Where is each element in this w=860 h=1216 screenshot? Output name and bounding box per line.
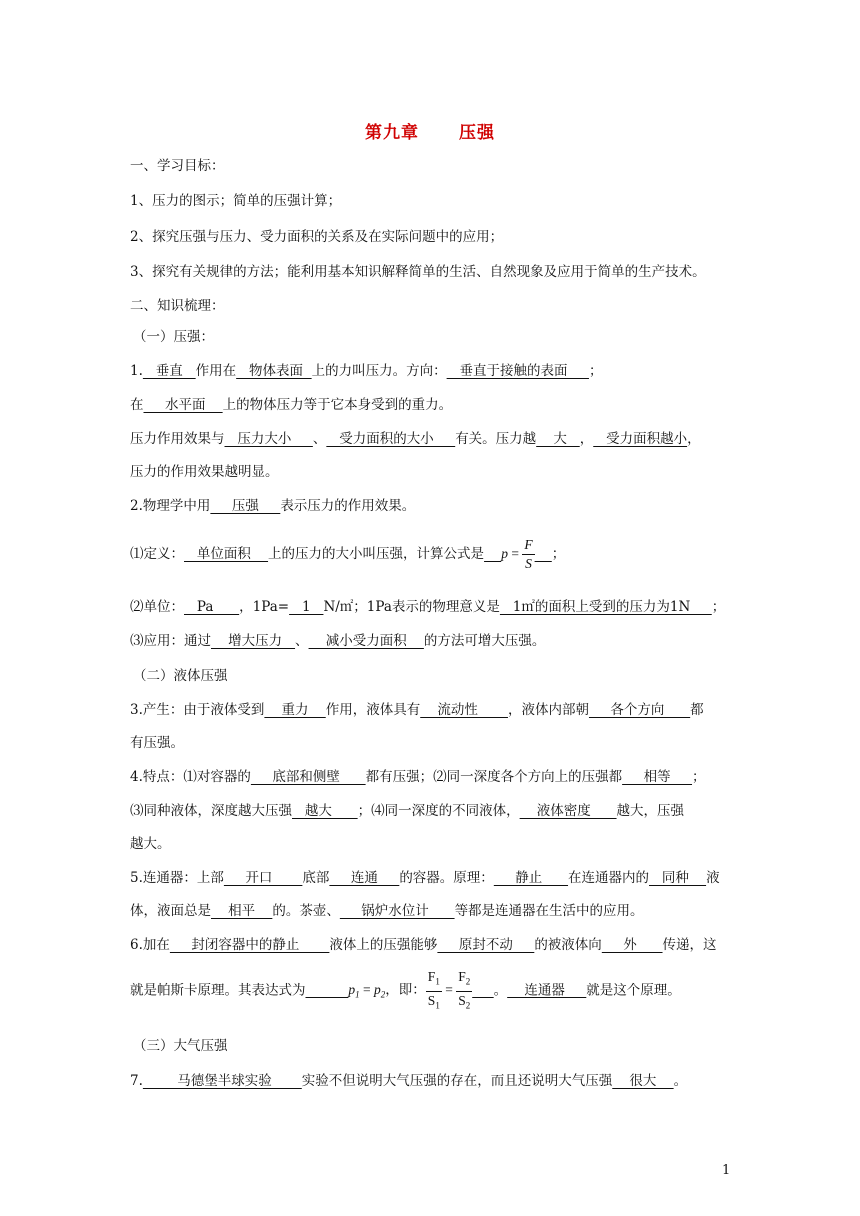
objective-1: 1、压力的图示；简单的压强计算；	[130, 193, 342, 209]
item-5-line	[130, 868, 730, 888]
text-segment: 有关。压力越	[455, 431, 537, 447]
unit-line	[130, 597, 730, 617]
text-segment: =	[507, 546, 523, 561]
blank: 1㎡的面积上受到的压力为1N	[499, 599, 712, 615]
text-segment: 2.物理学中用	[130, 498, 211, 514]
blank: 锅炉水位计	[339, 903, 455, 919]
text-segment: 的方法可增大压强。	[423, 633, 546, 649]
text-segment: 传递，这	[662, 937, 717, 953]
text-segment: 1	[435, 1000, 440, 1011]
blank: 减小受力面积	[308, 633, 424, 649]
text-segment: 就是这个原理。	[586, 982, 681, 999]
blank: 压力大小	[224, 431, 313, 447]
item-7-line	[130, 1071, 730, 1091]
text-segment: 2	[380, 989, 386, 1000]
blank: 流动性	[420, 702, 508, 718]
text-segment: N/㎡；1Pa表示的物理意义是	[323, 599, 500, 615]
blank: 很大	[612, 1073, 674, 1089]
text-segment: 都	[690, 702, 704, 718]
text-segment: 液	[706, 870, 720, 886]
blank: 同种	[649, 870, 707, 886]
pressure-effect-line	[130, 429, 730, 449]
text-segment: S	[427, 992, 436, 1008]
pascal-formula: $p_1 = p_2$，即： $\frac{F_1}{S_1}$ = $\frac{F_2}{S_2}$	[348, 969, 471, 1011]
page-number: 1	[722, 1163, 731, 1178]
blank: 受力面积的大小	[326, 431, 456, 447]
blank: 外	[601, 937, 663, 953]
text-segment: 1.	[130, 363, 143, 379]
blank: 原封不动	[437, 937, 535, 953]
blank: 封闭容器中的静止	[169, 937, 330, 953]
chapter-number: 第九章	[365, 123, 419, 143]
text-segment: 表示压力的作用效果。	[280, 498, 416, 514]
text-segment: 2	[465, 1000, 471, 1011]
item-1-line-2	[130, 395, 730, 415]
blank: 底部和侧壁	[250, 769, 366, 785]
text-segment: 都有压强；⑵同一深度各个方向上的压强都	[365, 769, 623, 785]
application-line	[130, 631, 730, 651]
blank: 受力面积越小	[593, 431, 688, 447]
item-4-line-2	[130, 801, 730, 821]
text-segment: 等都是连通器在生活中的应用。	[454, 903, 644, 919]
text-segment: 。	[493, 982, 508, 999]
text-segment: 作用，液体具有	[325, 702, 421, 718]
text-segment: p	[374, 982, 381, 998]
section-atmosphere-header: （三）大气压强	[133, 1038, 228, 1054]
item-5-line-2	[130, 901, 730, 921]
text-segment: F	[458, 969, 466, 984]
text-segment: 。	[673, 1073, 688, 1089]
text-segment: 压力作用效果与	[130, 431, 225, 447]
objective-3: 3、探究有关规律的方法；能利用基本知识解释简单的生活、自然现象及应用于简单的生产技术。	[130, 264, 706, 280]
knowledge-header: 二、知识梳理：	[130, 298, 225, 314]
blank: 增大压力	[211, 633, 296, 649]
page-title	[0, 118, 860, 143]
text-segment: F	[522, 536, 534, 555]
text-segment: 的容器。原理：	[399, 870, 494, 886]
pressure-effect-line-2: 压力的作用效果越明显。	[130, 464, 279, 480]
text-segment: =	[359, 982, 375, 998]
text-segment: S	[458, 992, 466, 1008]
text-segment: F	[427, 969, 436, 984]
blank: Pa	[184, 599, 240, 615]
text-segment: 在连通器内的	[568, 870, 650, 886]
text-segment: p	[348, 982, 356, 998]
text-segment: ，	[579, 431, 594, 447]
text-segment: ；	[711, 599, 726, 615]
text-segment: 1	[435, 976, 440, 987]
text-segment: ；	[551, 546, 566, 562]
blank: 1	[289, 599, 324, 615]
blank: 静止	[493, 870, 569, 886]
blank: 越大	[292, 803, 358, 819]
text-segment: 3.产生：由于液体受到	[130, 702, 265, 718]
text-segment: 5.连通器：上部	[130, 870, 224, 886]
text-segment: ，	[687, 431, 701, 447]
pascal-line	[130, 968, 730, 1017]
blank: 大	[536, 431, 580, 447]
section-pressure-header: （一）压强：	[133, 329, 214, 345]
item-6-line	[130, 935, 730, 955]
text-segment: ；	[692, 769, 706, 785]
text-segment: 在	[130, 397, 144, 413]
text-segment: 底部	[302, 870, 330, 886]
blank: 垂直	[142, 363, 196, 379]
text-segment: ⑴定义：	[130, 546, 184, 562]
item-3-line-2: 有压强。	[130, 735, 184, 751]
text-segment: ，1Pa=	[239, 599, 290, 615]
blank: 开口	[223, 870, 303, 886]
text-segment: 作用在	[195, 363, 237, 379]
text-segment: 4.特点：⑴对容器的	[130, 769, 251, 785]
section-liquid-header: （二）液体压强	[133, 668, 228, 684]
text-segment: 6.加在	[130, 937, 170, 953]
text-segment: 上的力叫压力。方向：	[311, 363, 447, 379]
text-segment: S	[525, 556, 532, 572]
pressure-formula	[501, 537, 534, 572]
definition-line	[130, 534, 730, 574]
chapter-name: 压强	[459, 123, 495, 143]
text-segment: 越大，压强	[616, 803, 685, 819]
blank: 液体密度	[519, 803, 617, 819]
text-segment: 2	[465, 976, 471, 987]
text-segment: 、	[295, 633, 309, 649]
text-segment: ，即：	[385, 982, 426, 998]
text-segment: 的被液体向	[534, 937, 602, 953]
blank: 马德堡半球实验	[142, 1073, 302, 1089]
text-segment: 、	[312, 431, 327, 447]
objective-2: 2、探究压强与压力、受力面积的关系及在实际问题中的应用；	[130, 229, 504, 245]
blank: 各个方向	[588, 702, 691, 718]
text-segment: ⑵单位：	[130, 599, 184, 615]
blank: 垂直于接触的表面	[446, 363, 589, 379]
blank: 连通	[329, 870, 400, 886]
blank: 相平	[211, 903, 273, 919]
text-segment: 体，液面总是	[130, 903, 211, 919]
item-4-line-3: 越大。	[130, 836, 171, 852]
text-segment: 液体上的压强能够	[329, 937, 438, 953]
text-segment: ⑶同种液体，深度越大压强	[130, 803, 292, 819]
text-segment: 上的压力的大小叫压强，计算公式是	[268, 546, 485, 562]
blank: 压强	[210, 498, 281, 514]
text-segment: p	[501, 546, 508, 561]
item-3-line	[130, 700, 730, 720]
text-segment: 7.	[130, 1073, 143, 1089]
text-segment: ；	[588, 363, 603, 379]
blank: 水平面	[143, 397, 223, 413]
text-segment: ⑶应用：通过	[130, 633, 211, 649]
blank: 相等	[622, 769, 693, 785]
blank: 物体表面	[236, 363, 312, 379]
text-segment: 实验不但说明大气压强的存在，而且还说明大气压强	[301, 1073, 613, 1089]
blank: 重力	[264, 702, 326, 718]
text-segment: 就是帕斯卡原理。其表达式为	[130, 982, 306, 999]
text-segment: ，液体内部朝	[507, 702, 589, 718]
item-2-line	[130, 496, 730, 516]
text-segment: ；⑷同一深度的不同液体，	[357, 803, 520, 819]
text-segment: 上的物体压力等于它本身受到的重力。	[222, 397, 453, 413]
blank: 连通器	[507, 982, 587, 999]
item-4-line	[130, 767, 730, 787]
objectives-header: 一、学习目标：	[130, 158, 225, 174]
text-segment: 的。茶壶、	[272, 903, 340, 919]
item-1-line	[130, 361, 730, 381]
blank: 单位面积	[184, 546, 269, 562]
text-segment: 1	[355, 989, 360, 1000]
